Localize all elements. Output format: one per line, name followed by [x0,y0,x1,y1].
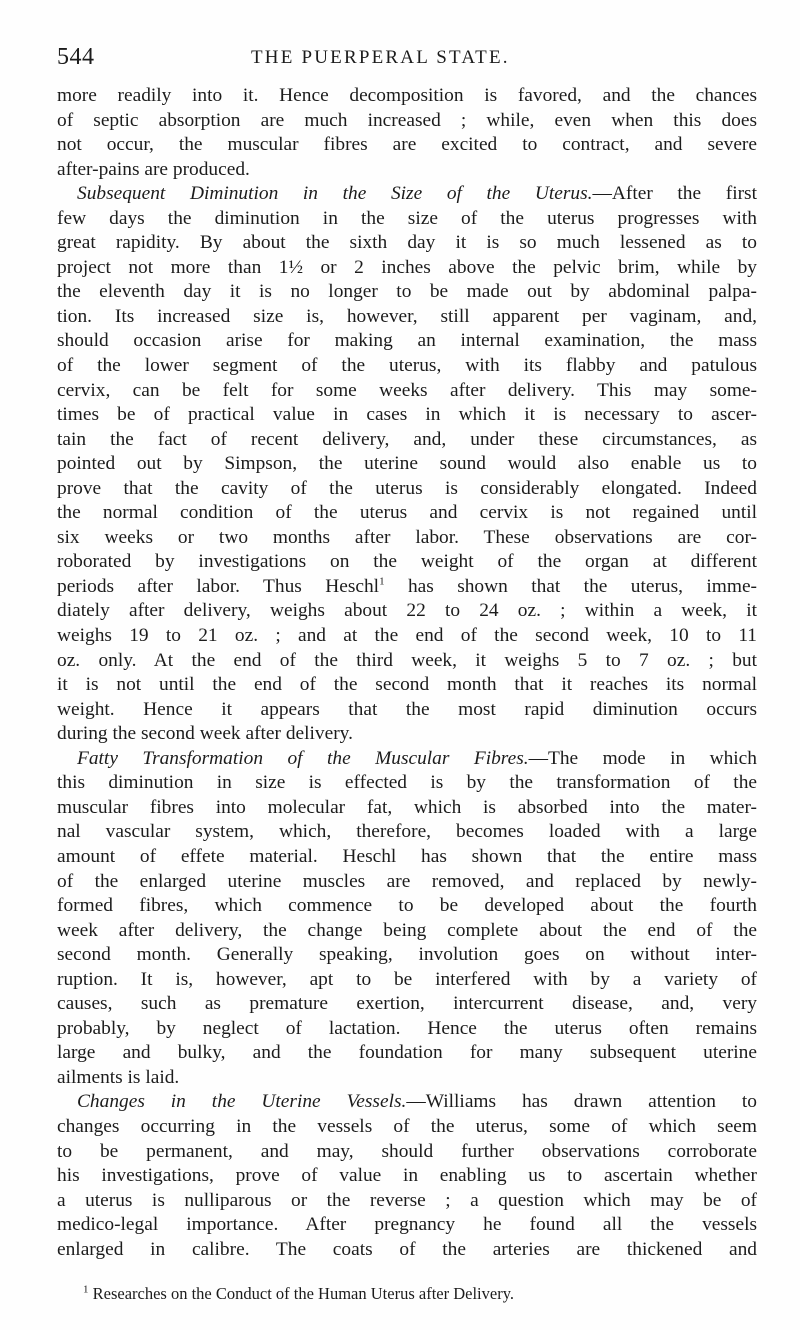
text-fragment: —After the first [592,183,757,205]
text-line: few days the diminution in the size of the uterus progresses with [57,207,757,229]
text-line: cervix, can be felt for some weeks after delivery. This may some- [57,379,757,401]
text-line: probably, by neglect of lactation. Hence the uterus often remains [57,1017,757,1039]
text-fragment: periods after labor. Thus Heschl [57,575,380,597]
text-line: tain the fact of recent delivery, and, under these circumstances, as [57,428,757,450]
text-line: the eleventh day it is no longer to be made out by abdominal palpa- [57,281,757,303]
text-line: changes occurring in the vessels of the uterus, some of which seem [57,1115,757,1137]
footnote [57,1284,757,1304]
text-line: ailments is laid. [57,1066,180,1088]
section-heading-fatty-transformation: Fatty Transformation of the Muscular Fibres. [77,747,529,769]
text-line: oz. only. At the end of the third week, it weighs 5 to 7 oz. ; but [57,649,757,671]
text-fragment: has shown that the uterus, imme- [384,575,758,597]
text-line: enlarged in calibre. The coats of the arteries are thickened and [57,1238,757,1260]
section-heading-line [57,182,757,207]
section-heading-diminution: Subsequent Diminution in the Size of the Uterus. [77,183,593,205]
text-line: this diminution in size is effected is by the transformation of the [57,772,757,794]
footnote-text: Researches on the Conduct of the Human Uterus after Delivery. [88,1284,514,1303]
text-line: to be permanent, and may, should further observations corroborate [57,1140,757,1162]
text-line: muscular fibres into molecular fat, which is absorbed into the mater- [57,796,757,818]
footnote-reference: 1 [379,575,385,588]
text-line: should occasion arise for making an internal examination, the mass [57,330,757,352]
text-line: after-pains are produced. [57,158,250,180]
text-line: of the enlarged uterine muscles are removed, and replaced by newly- [57,870,757,892]
text-line: a uterus is nulliparous or the reverse ; a question which may be of [57,1189,757,1211]
text-line: during the second week after delivery. [57,723,353,745]
text-line: more readily into it. Hence decomposition is favored, and the chances [57,85,757,106]
text-line: second month. Generally speaking, involution goes on without inter- [57,944,757,966]
section-heading-line [57,747,757,772]
text-line: causes, such as premature exertion, intercurrent disease, and, very [57,993,757,1015]
text-line-with-footnote-ref [57,575,757,600]
text-line: not occur, the muscular fibres are excited to contract, and severe [57,134,757,156]
text-line: six weeks or two months after labor. These observations are cor- [57,526,757,548]
section-heading-line [57,1090,757,1115]
body-text [57,84,757,1262]
running-head [57,44,757,70]
footnote-marker: 1 [83,1283,89,1296]
text-line: project not more than 1½ or 2 inches above the pelvic brim, while by [57,256,757,278]
section-heading-uterine-vessels: Changes in the Uterine Vessels. [77,1091,407,1113]
text-line: week after delivery, the change being complete about the end of the [57,919,757,941]
text-line: the normal condition of the uterus and cervix is not regained until [57,502,757,524]
text-line: prove that the cavity of the uterus is considerably elongated. Indeed [57,477,757,499]
text-line: times be of practical value in cases in which it is necessary to ascer- [57,404,757,426]
text-line: roborated by investigations on the weight of the organ at different [57,551,757,573]
text-line: great rapidity. By about the sixth day it is so much lessened as to [57,232,757,254]
page-number: 544 [57,44,95,70]
text-line: diately after delivery, weighs about 22 to 24 oz. ; within a week, it [57,600,757,622]
text-line: formed fibres, which commence to be developed about the fourth [57,895,757,917]
text-line: it is not until the end of the second month that it reaches its normal [57,674,757,696]
text-line: his investigations, prove of value in enabling us to ascertain whether [57,1165,757,1187]
running-title: THE PUERPERAL STATE. [251,47,510,68]
text-line: amount of effete material. Heschl has shown that the entire mass [57,845,757,867]
text-line: large and bulky, and the foundation for many subsequent uterine [57,1042,757,1064]
text-line: of septic absorption are much increased ; while, even when this does [57,109,757,131]
text-line: nal vascular system, which, therefore, becomes loaded with a large [57,821,757,843]
text-line: medico-legal importance. After pregnancy he found all the vessels [57,1214,757,1236]
text-line: weighs 19 to 21 oz. ; and at the end of the second week, 10 to 11 [57,625,757,647]
text-fragment: —The mode in which [528,747,757,769]
text-line: weight. Hence it appears that the most rapid diminution occurs [57,698,757,720]
text-line: pointed out by Simpson, the uterine sound would also enable us to [57,453,757,475]
text-fragment: —Williams has drawn attention to [406,1091,757,1113]
text-line: tion. Its increased size is, however, still apparent per vaginam, and, [57,305,757,327]
text-line: of the lower segment of the uterus, with its flabby and patulous [57,355,757,377]
text-line: ruption. It is, however, apt to be interfered with by a variety of [57,968,757,990]
